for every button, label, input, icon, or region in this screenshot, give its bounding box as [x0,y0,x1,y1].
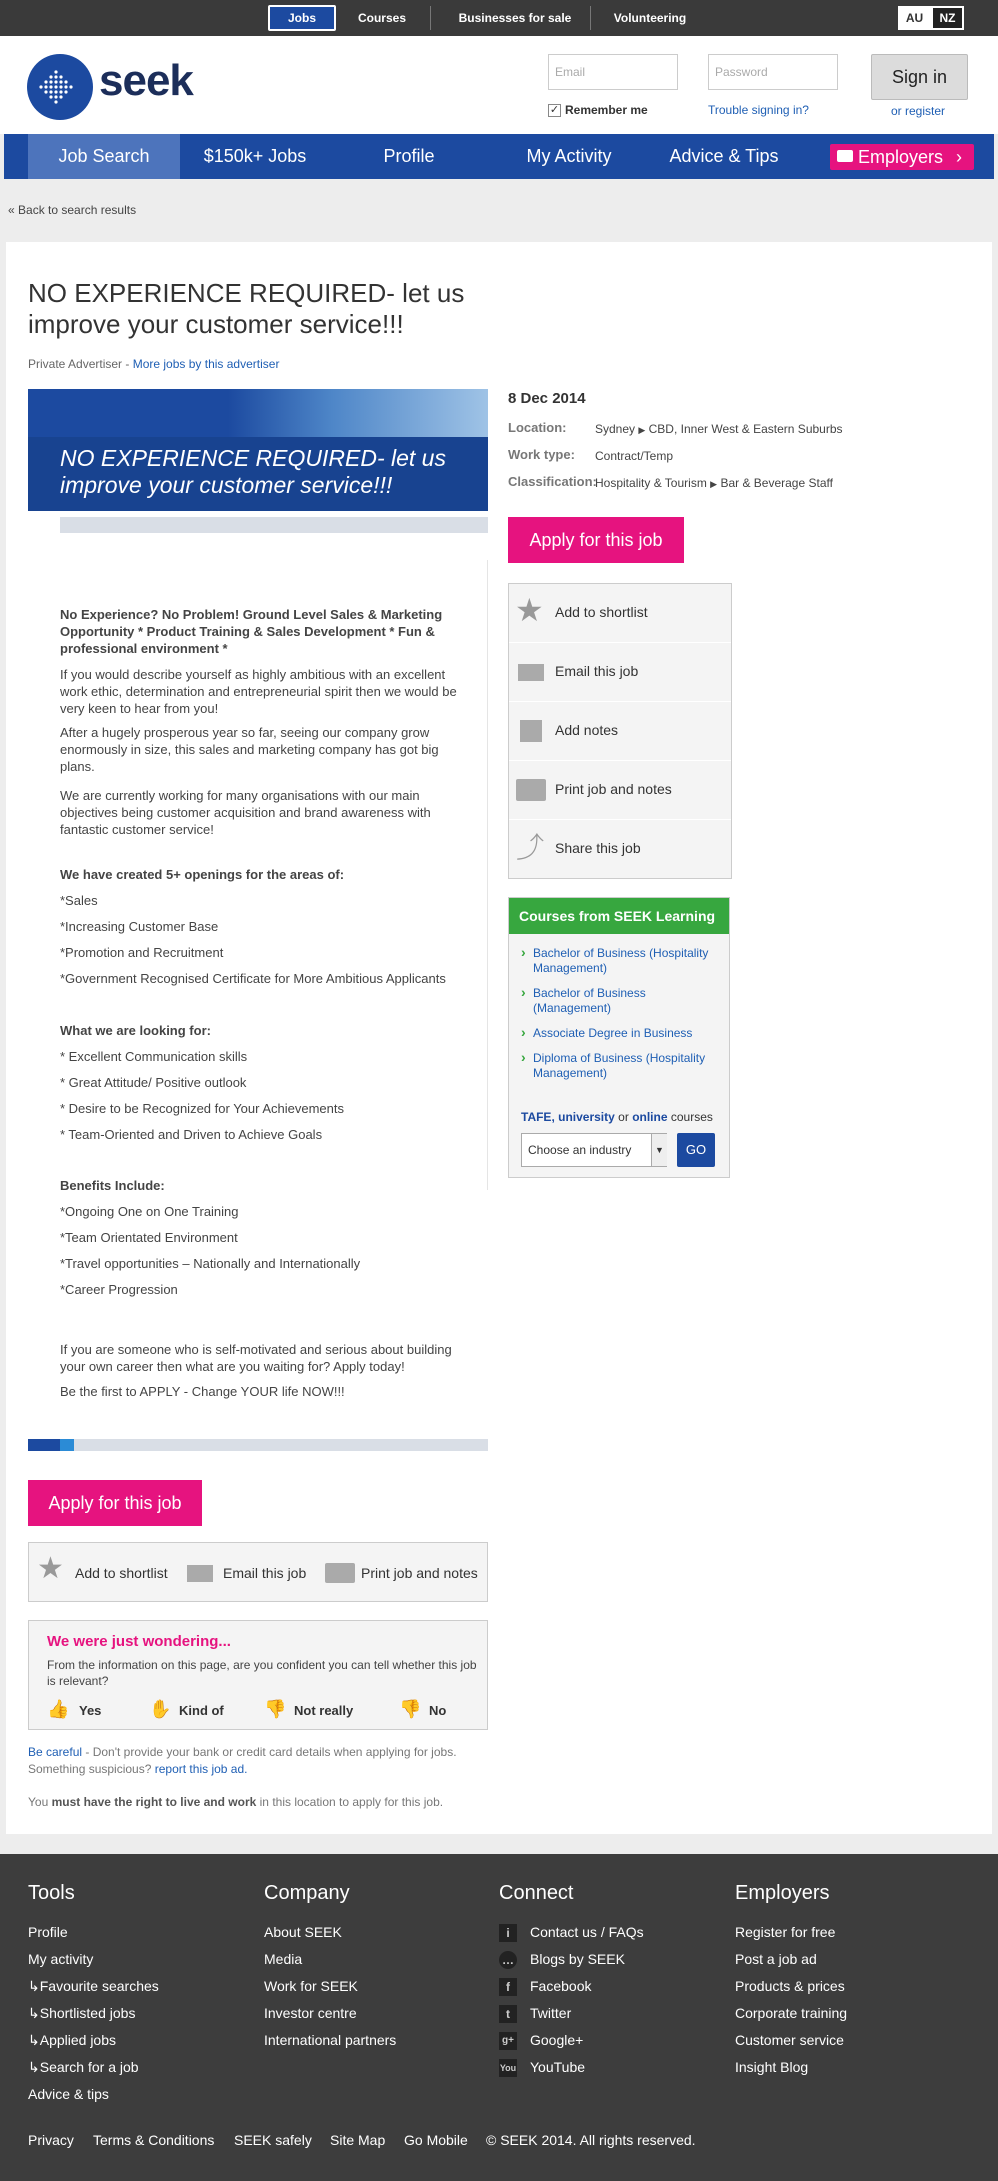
location-value [595,422,843,436]
footer-bottom-privacy[interactable]: Privacy [28,2132,74,2148]
industry-select[interactable] [521,1133,667,1167]
hand-down-icon: 👎 [264,1699,287,1719]
online-text: online [632,1110,668,1124]
bottom-print-job-label: Print job and notes [361,1565,478,1581]
location-city[interactable]: Sydney [595,422,636,436]
nav-my-activity[interactable]: My Activity [526,146,612,166]
footer-employers-title: Employers [735,1882,830,1904]
footer-link[interactable]: Twitter [530,2005,572,2021]
footer-link[interactable]: Post a job ad [735,1951,817,1967]
country-au[interactable]: AU [898,6,931,30]
double-chevron-left-icon: « [8,203,15,217]
footer-link[interactable]: Investor centre [264,2005,357,2021]
suspicious-text: Something suspicious? [28,1762,152,1776]
footer-link[interactable]: Corporate training [735,2005,848,2021]
envelope-icon [187,1565,213,1582]
looking-item: * Team-Oriented and Driven to Achieve Goals [60,1127,323,1142]
worktype-value: Contract/Temp [595,449,674,463]
or-text: or [618,1110,629,1124]
opening-item: *Sales [60,893,98,908]
footer-bottom-go-mobile[interactable]: Go Mobile [404,2132,468,2148]
register-link[interactable]: or register [891,104,946,118]
feedback-not-really[interactable] [264,1699,364,1721]
trouble-signing-link[interactable]: Trouble signing in? [708,103,809,117]
job-title-line1: NO EXPERIENCE REQUIRED- let us [28,278,465,308]
bottom-email-job[interactable] [187,1557,327,1587]
job-card [6,242,992,1834]
info-icon: i [499,1924,517,1942]
side-print-job[interactable] [509,761,731,820]
topbar-businesses-tab[interactable]: Businesses for sale [458,11,572,25]
feedback-kind-of[interactable] [149,1699,239,1721]
top-bar [0,0,998,36]
courses-text: courses [670,1110,713,1124]
nav-job-search[interactable]: Job Search [28,134,180,179]
looking-item: * Great Attitude/ Positive outlook [60,1075,247,1090]
side-share-job-label: Share this job [555,840,641,856]
banner-title-line2: improve your customer service!!! [60,472,393,498]
opening-item: *Government Recognised Certificate for More Ambitious Applicants [60,971,446,986]
feedback-title: We were just wondering... [47,1633,231,1650]
bottom-add-shortlist-label: Add to shortlist [75,1565,168,1581]
share-icon: ⤴ [516,832,545,863]
briefcase-icon [837,150,853,162]
feedback-no-label: No [429,1703,447,1718]
footer-link[interactable]: Profile [28,1924,68,1940]
topbar-courses-tab[interactable]: Courses [357,11,407,25]
opening-item: *Increasing Customer Base [60,919,219,934]
footer-link[interactable]: Work for SEEK [264,1978,358,1994]
seek-logo-text[interactable]: seek [99,56,193,105]
be-careful-link[interactable]: Be careful [28,1745,83,1759]
benefit-item: *Travel opportunities – Nationally and Internationally [60,1256,361,1271]
bottom-email-job-label: Email this job [223,1565,307,1581]
footer-link[interactable]: Media [264,1951,303,1967]
triangle-right-icon: ▶ [638,425,646,435]
course-link[interactable]: › Associate Degree in Business [521,1026,721,1041]
tafe-text: TAFE, [521,1110,555,1124]
footer-link[interactable]: International partners [264,2032,397,2048]
classification-label: Classification: [508,474,597,489]
bottom-print-job[interactable] [325,1557,485,1587]
footer-link[interactable]: YouTube [530,2059,586,2075]
side-add-notes-label: Add notes [555,722,619,738]
feedback-not-really-label: Not really [294,1703,354,1718]
classification-sub[interactable]: Bar & Beverage Staff [720,476,833,490]
careful-text: - Don't provide your bank or credit card details when applying for jobs. [85,1745,457,1759]
password-field[interactable]: Password [708,54,838,90]
courses-box [508,897,730,1178]
job-banner [28,389,488,511]
footer-link[interactable]: My activity [28,1951,94,1967]
side-print-job-label: Print job and notes [555,781,672,797]
advertiser-label: Private Advertiser - [28,357,130,371]
worktype-label: Work type: [508,447,575,462]
feedback-no[interactable] [399,1699,469,1721]
description-p3: We are currently working for many organisations with our main objectives being customer acquisition and brand awareness with fantastic customer service! [60,788,431,837]
feedback-yes[interactable] [47,1699,127,1721]
footer-link[interactable]: Insight Blog [735,2059,809,2075]
job-date: 8 Dec 2014 [508,390,586,407]
right-post: in this location to apply for this job. [259,1795,444,1809]
bottom-add-shortlist[interactable] [37,1552,197,1587]
footer-link[interactable]: Contact us / FAQs [530,1924,644,1940]
description-closing: If you are someone who is self-motivated and serious about building your own career then what are you waiting for? Apply today! [60,1342,452,1374]
footer-link[interactable]: ↳Search for a job [28,2059,139,2075]
remember-label: Remember me [565,103,648,117]
benefits-heading: Benefits Include: [60,1178,165,1193]
footer-link[interactable]: Products & prices [735,1978,845,1994]
hand-icon: ✋ [149,1699,172,1719]
location-area[interactable]: CBD, Inner West & Eastern Suburbs [648,422,843,436]
footer-link[interactable]: ↳Applied jobs [28,2032,117,2048]
country-nz[interactable]: NZ [931,6,964,30]
footer-link[interactable]: Register for free [735,1924,836,1940]
feedback-question: From the information on this page, are you confident you can tell whether this job is relevant? [47,1658,477,1688]
courses-title: Courses from SEEK Learning [509,898,729,934]
star-icon: ★ [515,592,544,628]
footer-bottom-seek-safely[interactable]: SEEK safely [234,2132,312,2148]
feedback-kind-of-label: Kind of [179,1703,224,1718]
footer-link[interactable]: Customer service [735,2032,844,2048]
course-link[interactable]: › Diploma of Business (Hospitality Management) [521,1051,721,1081]
note-icon [520,720,542,742]
side-actions-box [508,583,732,879]
benefit-item: *Career Progression [60,1282,178,1297]
nav-profile[interactable]: Profile [383,146,435,166]
side-email-job-label: Email this job [555,663,639,679]
footer-link[interactable]: About SEEK [264,1924,342,1940]
youtube-icon: You [499,2059,517,2077]
nav-employers-label: Employers [858,147,944,167]
university-text: university [558,1110,615,1124]
footer-link[interactable]: ↳Shortlisted jobs [28,2005,136,2021]
description-p1: If you would describe yourself as highly ambitious with an excellent work ethic, determination and entrepreneurial spirit then we would be very keen to hear from you! [60,667,457,716]
banner-divider [60,517,488,533]
apply-button-top[interactable]: Apply for this job [508,517,684,563]
benefit-item: *Team Orientated Environment [60,1230,238,1245]
back-link-label: Back to search results [18,203,137,217]
google-plus-icon: g+ [499,2032,517,2050]
chat-bubble-icon: … [499,1951,517,1969]
topbar-jobs-tab[interactable]: Jobs [268,5,336,31]
seek-logo-icon[interactable] [27,54,93,120]
footer-tools-title: Tools [28,1882,75,1904]
printer-icon [516,779,546,801]
footer-bottom-site-map[interactable]: Site Map [330,2132,386,2148]
job-title-line2: improve your customer service!!! [28,309,404,339]
remember-checkbox[interactable]: ✓ [549,104,560,116]
signin-button[interactable]: Sign in [871,54,968,100]
industry-select-value: Choose an industry [528,1143,632,1157]
nav-advice-tips[interactable]: Advice & Tips [669,146,779,166]
footer-link[interactable]: Advice & tips [28,2086,109,2102]
footer-copyright: © SEEK 2014. All rights reserved. [486,2132,696,2148]
side-add-notes[interactable] [509,702,731,761]
right-pre: You [28,1795,49,1809]
footer-link[interactable]: Blogs by SEEK [530,1951,625,1967]
footer-banner-bar [28,1439,488,1451]
footer-link[interactable]: Facebook [530,1978,592,1994]
back-to-results-link[interactable] [8,203,136,217]
dropdown-arrow-icon: ▼ [651,1134,667,1166]
thumbs-up-icon: 👍 [47,1699,70,1719]
nav-150k-jobs[interactable]: $150k+ Jobs [203,146,307,166]
go-button[interactable]: GO [677,1133,715,1167]
side-share-job[interactable] [509,820,731,879]
footer-bottom-terms[interactable]: Terms & Conditions [93,2132,215,2148]
benefit-item: *Ongoing One on One Training [60,1204,239,1219]
feedback-box [28,1620,488,1730]
main-nav [4,134,994,179]
feedback-yes-label: Yes [79,1703,102,1718]
twitter-icon: t [499,2005,517,2023]
openings-heading: We have created 5+ openings for the areas of: [60,867,345,882]
location-label: Location: [508,420,567,435]
course-link[interactable]: › Bachelor of Business (Hospitality Management) [521,946,721,976]
envelope-icon [518,664,544,681]
banner-title-line1: NO EXPERIENCE REQUIRED- let us [60,445,446,471]
side-email-job[interactable] [509,643,731,702]
description-closing2: Be the first to APPLY - Change YOUR life NOW!!! [60,1384,345,1399]
description-p2: After a hugely prosperous year so far, seeing our company grow enormously in size, this sales and marketing company has got big plans. [60,725,439,774]
looking-item: * Excellent Communication skills [60,1049,248,1064]
right-to-work-notice [28,1795,443,1809]
side-add-shortlist[interactable] [509,584,731,643]
courses-footer-text [521,1110,713,1124]
side-add-shortlist-label: Add to shortlist [555,604,648,620]
careful-notice [28,1744,498,1778]
footer-company-title: Company [264,1882,350,1904]
apply-button-bottom[interactable]: Apply for this job [28,1480,202,1526]
bottom-actions-box [28,1542,488,1602]
triangle-right-icon: ▶ [710,479,718,489]
opening-item: *Promotion and Recruitment [60,945,224,960]
classification-value [595,476,833,490]
classification-main[interactable]: Hospitality & Tourism [595,476,707,490]
footer-link[interactable]: Google+ [530,2032,584,2048]
thumbs-down-icon: 👎 [399,1699,422,1719]
report-job-link[interactable]: report this job ad. [154,1762,248,1776]
email-field[interactable]: Email [548,54,678,90]
looking-item: * Desire to be Recognized for Your Achievements [60,1101,345,1116]
footer-link[interactable]: ↳Favourite searches [28,1978,159,1994]
course-link[interactable]: › Bachelor of Business (Management) [521,986,721,1016]
footer-connect-title: Connect [499,1882,574,1904]
site-footer [0,1854,998,2181]
facebook-icon: f [499,1978,517,1996]
star-icon: ★ [37,1552,64,1585]
chevron-right-icon: › [956,147,962,167]
topbar-volunteering-tab[interactable]: Volunteering [613,11,687,25]
more-jobs-link[interactable]: More jobs by this advertiser [132,357,280,371]
header [0,36,998,134]
description-intro: No Experience? No Problem! Ground Level Sales & Marketing Opportunity * Product Training & Sales Development * Fun & professional environment * [60,607,443,656]
right-bold: must have the right to live and work [51,1795,257,1809]
nav-employers-button[interactable] [830,144,974,170]
looking-heading: What we are looking for: [60,1023,211,1038]
printer-icon [325,1563,355,1583]
